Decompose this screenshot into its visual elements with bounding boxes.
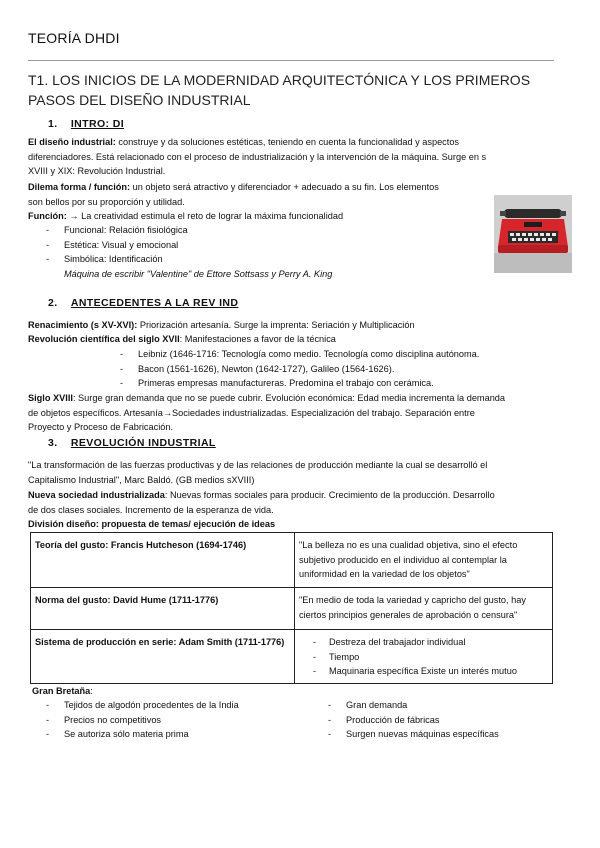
list-item [46,238,466,253]
table-row [31,533,553,588]
section-3-heading [48,437,216,449]
gran-bretana-text: Gran Bretaña [32,686,91,696]
list-item-text: Precios no competitivos [64,714,162,725]
table-cell-hutcheson-quote: "La belleza no es una cualidad objetiva, sino el efecto subjetivo producido en el individuo al contemplar la uniformidad en la variedad de los objetos" [295,533,553,588]
term-dilema: Dilema forma / función: [28,182,131,192]
funcion-list [46,223,466,281]
list-item-text: Simbólica: Identificación [64,254,163,264]
table-cell-smith: Sistema de producción en serie: Adam Smith (1711-1776) [31,630,295,684]
list-item-text: Surgen nuevas máquinas específicas [346,729,499,739]
intro-line-3: XVIII y XIX: Revolución Industrial. [28,166,166,176]
list-item [313,650,548,665]
dash-icon: - [313,666,317,676]
gran-bretana-label [32,684,93,699]
siglo-xviii-line-2: de objetos específicos. Artesanía→Sociedades industrializadas. Especialización del trabajo. Separación entre [28,407,475,418]
image-caption: Máquina de escribir "Valentine" de Ettore Sottsass y Perry A. King [64,268,333,279]
term-diseno-industrial: El diseño industrial: [28,137,116,147]
antecedentes-list [120,347,570,391]
dash-icon: - [120,363,124,374]
renacimiento-paragraph [28,318,573,333]
quote-line-2: Capitalismo Industrial", Marc Baldó. (GB medios sXVIII) [28,474,255,485]
table-row [31,630,553,684]
dash-icon: - [120,378,124,388]
list-item [313,635,548,650]
term-funcion: Función: [28,211,67,221]
list-item-text: Primeras empresas manufactureras. Predomina el trabajo con cerámica. [138,378,434,388]
gran-bretana-list-right [328,698,578,742]
list-item-text: Se autoriza sólo materia prima [64,729,189,739]
table-cell-hume: Norma del gusto: David Hume (1711-1776) [31,588,295,630]
table-cell-smith-list [295,630,553,684]
list-item-text: Funcional: Relación fisiológica [64,225,188,235]
list-item [46,727,326,742]
list-item [46,252,466,267]
nueva-sociedad-paragraph [28,488,576,517]
intro-line-1: construye y da soluciones estéticas, teniendo en cuenta la funcionalidad y aspectos [115,137,460,147]
dash-icon: - [313,637,317,647]
revolucion-cientifica-paragraph [28,332,573,347]
list-item [328,698,578,713]
term-renacimiento: Renacimiento (s XV-XVI): [28,320,138,330]
dash-icon: - [46,714,50,725]
gran-bretana-list-left [46,698,326,742]
typewriter-icon [494,195,572,273]
document-title: T1. LOS INICIOS DE LA MODERNIDAD ARQUITECTÓNICA Y LOS PRIMEROS PASOS DEL DISEÑO INDUSTRIAL [28,72,531,108]
typewriter-image [494,195,572,273]
document-header: TEORÍA DHDI [28,30,120,46]
dash-icon: - [46,225,50,235]
dash-icon: - [46,729,50,739]
siglo-xviii-paragraph [28,391,576,435]
section-1-number: 1. [48,118,58,130]
intro-line-2: diferenciadores. Está relacionado con el proceso de industrialización y la intervención de la máquina. Surge en s [28,151,487,162]
list-item-text: Producción de fábricas [346,714,440,725]
dash-icon: - [328,714,332,725]
list-item-text: Maquinaria específica Existe un interés mutuo [329,666,517,676]
list-item-text: Tejidos de algodón procedentes de la India [64,700,239,710]
dilema-line-2: son bellos por su proporción y utilidad. [28,196,185,207]
section-2-number: 2. [48,297,58,309]
term-nueva-sociedad: Nueva sociedad industrializada [28,490,165,500]
nueva-sociedad-line-2: de dos clases sociales. Incremento de la esperanza de vida. [28,504,274,515]
dash-icon: - [46,700,50,710]
list-item-text: Bacon (1561-1626), Newton (1642-1727), Galileo (1564-1626). [138,363,395,374]
section-2-heading [48,297,238,309]
dilema-line-1: un objeto será atractivo y diferenciador + adecuado a su fin. Los elementos [130,182,439,192]
funcion-paragraph [28,209,498,224]
section-1-heading [48,118,124,130]
intro-paragraph [28,135,573,179]
siglo-xviii-line-3: Proyecto y Proceso de Fabricación. [28,422,174,432]
dash-icon: - [328,700,332,710]
list-item-text: Gran demanda [346,700,408,710]
list-item [120,376,570,391]
siglo-xviii-line-1: : Surge gran demanda que no se puede cubrir. Evolución económica: Edad media incrementa la demanda [72,393,506,403]
marc-baldo-quote [28,458,576,487]
header-rule [28,60,554,61]
list-item-text: Estética: Visual y emocional [64,239,179,250]
list-item [46,698,326,713]
list-item-text: Leibniz (1646-1716: Tecnología como medio. Tecnología como disciplina autónoma. [138,349,480,359]
division-diseno-label: División diseño: propuesta de temas/ ejecución de ideas [28,519,276,529]
list-item [46,223,466,238]
table-row [31,588,553,630]
quote-line-1: "La transformación de las fuerzas productivas y de las relaciones de producción mediante la cual se desarrolló el [28,460,488,470]
gran-bretana-colon: : [90,686,93,696]
list-item [313,664,548,679]
dash-icon: - [313,651,317,662]
dash-icon: - [328,729,332,739]
list-item [120,347,570,362]
list-item-text: Destreza del trabajador individual [329,637,466,647]
table-cell-hume-quote: "En medio de toda la variedad y capricho del gusto, hay ciertos principios generales de aprobación o censura" [295,588,553,630]
dash-icon: - [46,254,50,264]
list-item [46,713,326,728]
funcion-text: → La creatividad estimula el reto de lograr la máxima funcionalidad [66,211,344,221]
nueva-sociedad-line-1: : Nuevas formas sociales para producir. Crecimiento de la producción. Desarrollo [164,490,495,500]
section-3-title: REVOLUCIÓN INDUSTRIAL [70,437,216,449]
renacimiento-text: Priorización artesanía. Surge la imprenta: Seriación y Multiplicación [137,320,415,330]
list-item [328,727,578,742]
term-revolucion-cientifica: Revolución científica del siglo XVII [28,334,180,344]
section-3-number: 3. [48,437,58,449]
dash-icon: - [120,349,124,359]
list-item [328,713,578,728]
table-cell-hutcheson: Teoría del gusto: Francis Hutcheson (1694-1746) [31,533,295,588]
revolucion-cientifica-text: : Manifestaciones a favor de la técnica [179,334,336,344]
dilema-paragraph [28,180,498,209]
gusto-table [30,532,553,684]
section-1-title: INTRO: DI [70,118,125,130]
dash-icon: - [46,239,50,250]
list-item-text: Tiempo [329,651,360,662]
list-item [120,362,570,377]
section-2-title: ANTECEDENTES A LA REV IND [70,297,239,309]
term-siglo-xviii: Siglo XVIII [28,393,73,403]
